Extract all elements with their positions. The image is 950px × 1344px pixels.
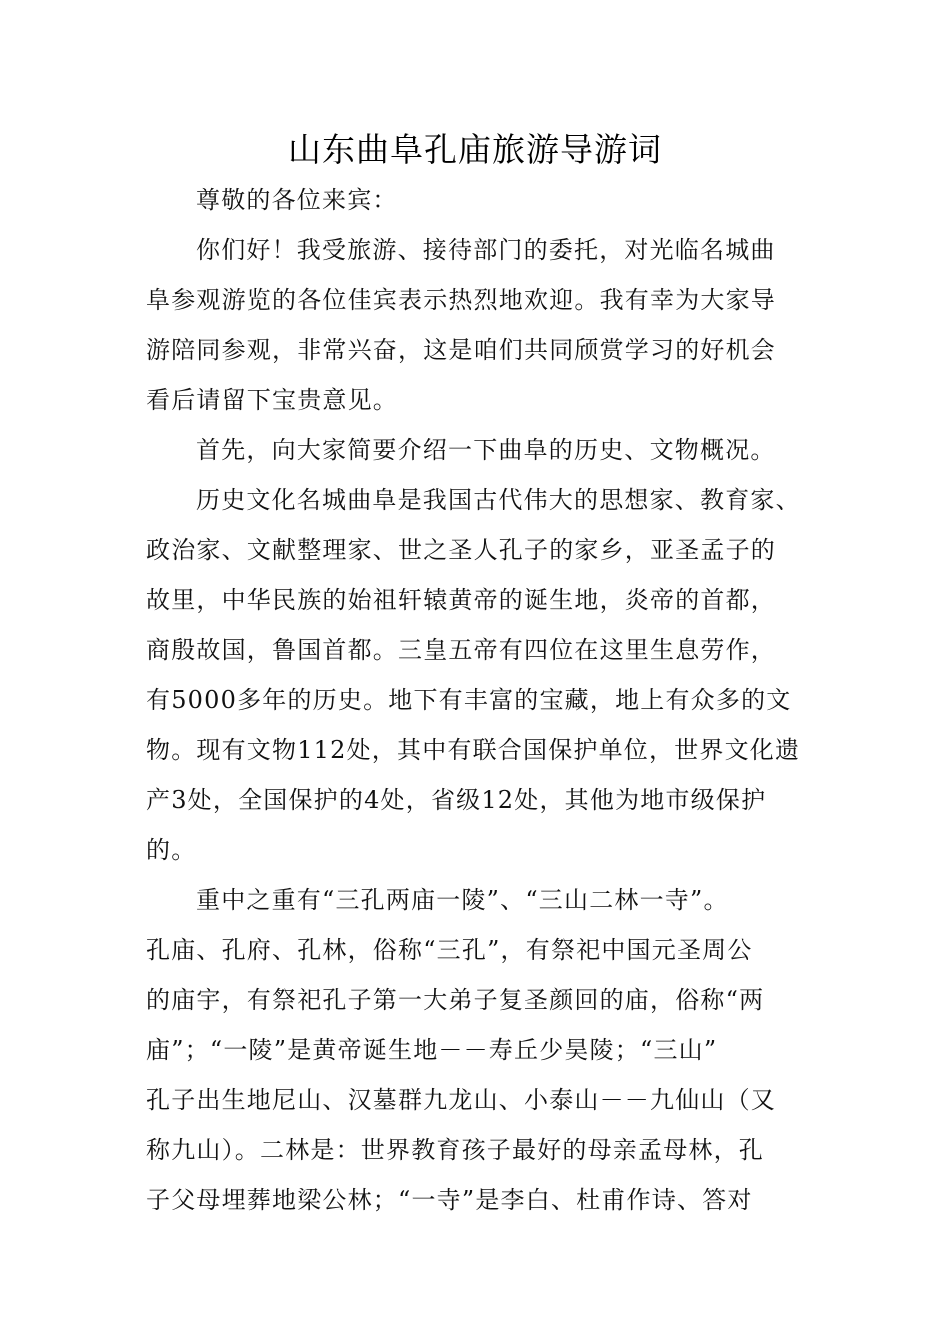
document-title: 山东曲阜孔庙旅游导游词 — [288, 130, 662, 169]
paragraph-line: 孔子出生地尼山、汉墓群九龙山、小泰山－－九仙山（又 — [146, 1086, 776, 1114]
paragraph-line: 阜参观游览的各位佳宾表示热烈地欢迎。我有幸为大家导 — [146, 286, 776, 314]
paragraph-line: 历史文化名城曲阜是我国古代伟大的思想家、教育家、 — [196, 486, 801, 514]
paragraph-line: 的庙宇，有祭祀孔子第一大弟子复圣颜回的庙，俗称“两 — [146, 986, 765, 1014]
paragraph-line: 故里，中华民族的始祖轩辕黄帝的诞生地，炎帝的首都， — [146, 586, 776, 614]
paragraph-line: 你们好！我受旅游、接待部门的委托，对光临名城曲 — [196, 236, 776, 264]
paragraph-line: 政治家、文献整理家、世之圣人孔子的家乡，亚圣孟子的 — [146, 536, 776, 564]
paragraph-line: 游陪同参观，非常兴奋，这是咱们共同颀赏学习的好机会 — [146, 336, 776, 364]
paragraph-line: 的。 — [146, 836, 197, 864]
paragraph-line: 孔庙、孔府、孔林，俗称“三孔”，有祭祀中国元圣周公 — [146, 936, 753, 964]
paragraph-line: 产3处，全国保护的4处，省级12处，其他为地市级保护 — [146, 786, 767, 814]
paragraph-line: 看后请留下宝贵意见。 — [146, 386, 398, 414]
paragraph-line: 首先，向大家简要介绍一下曲阜的历史、文物概况。 — [196, 436, 776, 464]
salutation-line: 尊敬的各位来宾： — [196, 186, 398, 214]
paragraph-line: 商殷故国，鲁国首都。三皇五帝有四位在这里生息劳作， — [146, 636, 776, 664]
paragraph-line: 称九山）。二林是：世界教育孩子最好的母亲孟母林，孔 — [146, 1136, 764, 1164]
paragraph-line: 有5000多年的历史。地下有丰富的宝藏，地上有众多的文 — [146, 686, 792, 714]
paragraph-line: 物。现有文物112处，其中有联合国保护单位，世界文化遗 — [146, 736, 801, 764]
paragraph-line: 子父母埋葬地梁公林；“一寺”是李白、杜甫作诗、答对 — [146, 1186, 753, 1214]
paragraph-line: 重中之重有“三孔两庙一陵”、“三山二林一寺”。 — [196, 886, 729, 914]
paragraph-line: 庙”；“一陵”是黄帝诞生地－－寿丘少昊陵；“三山” — [146, 1036, 718, 1064]
